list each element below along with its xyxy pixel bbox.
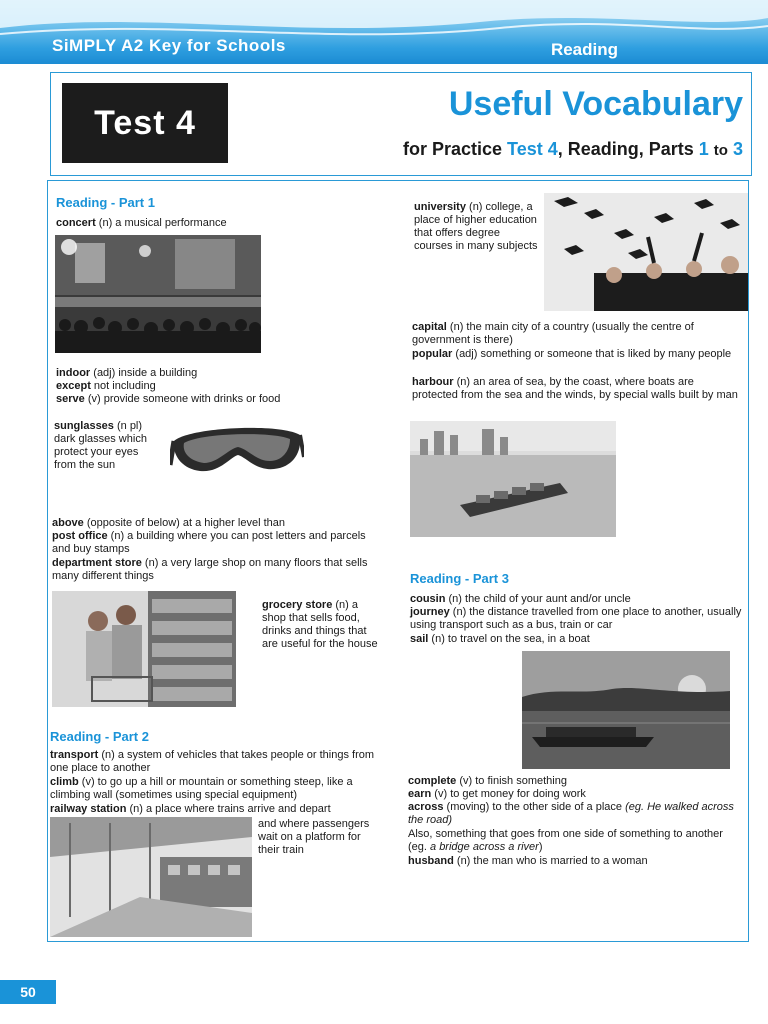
definition: (n) an area of sea, by the coast, where boats are protected from the sea and the winds, by special walls built by man [412,376,738,401]
entry-across-also [408,828,738,854]
entry-railway-station [50,803,380,816]
term: serve [56,393,85,405]
example: a bridge across a river [430,841,539,853]
test-badge: Test 4 [62,83,228,163]
concert-photo [55,235,261,353]
entry-grocery-store [262,599,378,651]
entry-across [408,801,738,827]
entry-except [56,380,386,393]
definition: (n) a musical performance [95,217,227,229]
entry-capital [412,321,742,347]
definition: (n pl) dark glasses which protect your eyes from the sun [54,420,147,471]
sunglasses-image [170,421,304,485]
entry-earn [408,788,744,801]
railway-station-photo [50,817,252,937]
term: climb [50,776,79,788]
heading-reading-part-1: Reading - Part 1 [56,195,155,210]
definition: (n) a place where trains arrive and depart [126,803,331,815]
term: grocery store [262,599,333,611]
definition: not including [90,380,156,392]
entry-department-store [52,557,382,583]
entry-popular [412,348,742,361]
definition: (n) a system of vehicles that takes people or things from one place to another [50,749,375,774]
definition: (n) a building where you can post letters and parcels and buy stamps [52,530,366,555]
entry-serve [56,393,386,406]
definition: Also, something that goes from one side of something to another (eg. [408,828,723,853]
definition: (moving) to the other side of a place [443,801,626,813]
term: post office [52,530,108,542]
definition: (v) to finish something [456,775,567,787]
definition: (v) to go up a hill or mountain or something steep, like a climbing wall (sometimes using special equipment) [50,776,353,801]
entry-harbour [412,376,742,402]
term: across [408,801,444,813]
subtitle-test: Test 4 [507,139,558,159]
term: above [52,517,84,529]
heading-reading-part-3: Reading - Part 3 [410,571,509,586]
entry-cousin [410,593,746,606]
term: cousin [410,593,446,605]
boat-sailing-photo [522,651,730,769]
term: indoor [56,367,91,379]
definition-end: ) [538,841,543,853]
term: complete [408,775,457,787]
example: (eg. He walked across the road) [408,801,734,826]
title-box [50,72,752,176]
term: sunglasses [54,420,114,432]
entry-university [414,201,540,253]
page-title: Useful Vocabulary [448,85,743,123]
entry-concert [56,217,386,230]
entry-transport [50,749,380,775]
definition: (n) a shop that sells food, drinks and things that are useful for the house [262,599,378,650]
term: popular [412,348,453,360]
entry-above [52,517,382,530]
subtitle-part-from: 1 [698,139,709,159]
section-label: Reading [550,40,618,59]
page-subtitle [403,139,743,160]
definition: (adj) inside a building [90,367,198,379]
definition: (n) the distance travelled from one place to another, usually using transport such as a bus, train or car [410,606,742,631]
entry-complete [408,775,744,788]
definition: (n) college, a place of higher education that offers degree courses in many subjects [414,201,538,252]
term: sail [410,633,429,645]
entry-sunglasses [54,420,150,472]
term: earn [408,788,432,800]
term: department store [52,557,142,569]
term: capital [412,321,447,333]
definition: (n) the child of your aunt and/or uncle [445,593,631,605]
entry-journey [410,606,746,632]
entry-husband [408,855,744,868]
entry-railway-station-continued: and where passengers wait on a platform for their train [258,818,370,856]
subtitle-part-to: 3 [732,139,743,159]
subtitle-mid: , Reading, Parts [557,139,699,159]
definition: (v) to get money for doing work [431,788,586,800]
subtitle-prefix: for Practice [402,139,508,159]
entry-post-office [52,530,372,556]
entry-climb [50,776,370,802]
definition: (opposite of below) at a higher level than [83,517,285,529]
term: husband [408,855,454,867]
subtitle-to: to [713,142,728,159]
term: railway station [50,803,127,815]
definition: (v) provide someone with drinks or food [84,393,281,405]
term: harbour [412,376,454,388]
term: concert [56,217,96,229]
term: journey [410,606,450,618]
definition: (n) to travel on the sea, in a boat [428,633,590,645]
definition: (n) the main city of a country (usually the centre of government is there) [412,321,694,346]
term: university [414,201,466,213]
page-number: 50 [0,980,56,1004]
entry-sail [410,633,746,646]
definition: (n) the man who is married to a woman [453,855,648,867]
grocery-store-photo [52,591,236,707]
heading-reading-part-2: Reading - Part 2 [50,729,149,744]
definition: (n) a very large shop on many floors that sells many different things [52,557,368,582]
brand-title: SiMPLY A2 Key for Schools [52,36,286,55]
term: transport [50,749,99,761]
content-box [47,180,749,942]
graduation-photo [544,193,748,311]
term: except [56,380,91,392]
harbour-ship-photo [410,421,616,537]
definition: (adj) something or someone that is liked by many people [452,348,732,360]
entry-indoor [56,367,386,380]
